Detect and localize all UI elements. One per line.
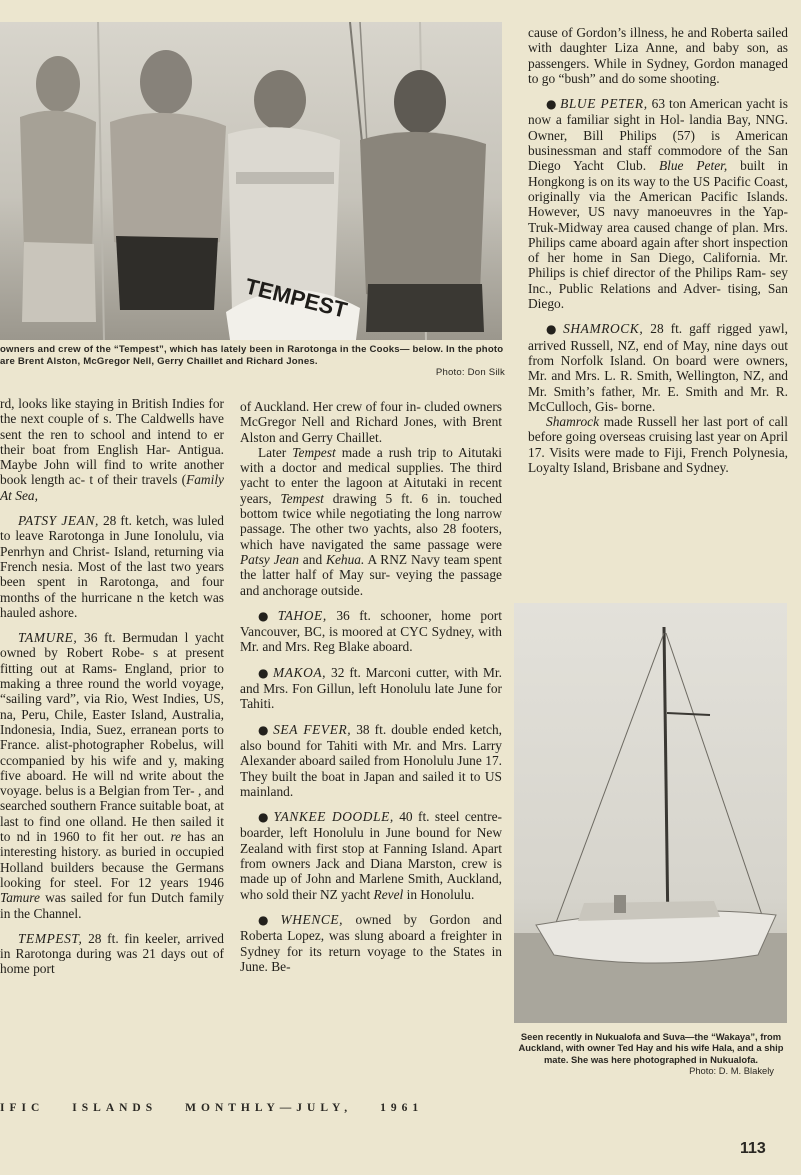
column-3: [528, 25, 788, 585]
entry-makoa: ● MAKOA, 32 ft. Marconi cutter, with Mr. and Mrs. Fon Gillun, left Honolulu late June for Tahiti.: [240, 664, 502, 712]
footer-part: 1961: [380, 1102, 424, 1114]
bullet-icon: ●: [258, 912, 278, 927]
entry-shamrock: ● SHAMROCK, 28 ft. gaff rigged yawl, arrived Russell, NZ, end of May, nine days out from Norfolk Island. On board were owners, Mr. and Mrs. L. R. Smith, Wellington, NZ, and Mr. Smith’s father, Mr. E. Smith and Mr. R. McCulloch, Gis- borne.: [528, 321, 788, 414]
yacht-photo: [514, 603, 787, 1023]
bullet-icon: ●: [258, 810, 271, 825]
paragraph: cause of Gordon’s illness, he and Roberta sailed with daughter Liza Anne, and baby son, as passengers. While in Sydney, Gordon managed to go “bush” and do some shooting.: [528, 25, 788, 86]
entry-patsy-jean: PATSY JEAN, 28 ft. ketch, was luled to leave Rarotonga in June Ionolulu, via Penrhyn and Christ- Island, returning via French nesia. Most of the last two years been spent in Rarotonga, and four months of the hurricane n the ketch was hauled ashore.: [0, 513, 224, 620]
bullet-icon: ●: [258, 665, 271, 680]
entry-tamure: TAMURE, 36 ft. Bermudan l yacht owned by Robert Robe- s at present fitting out at Rams- England, prior to making a three round the world voyage, “sailing vard”, via Rio, West Indies, US, na, Peru, Chile, Easter Island, Australia, Indonesia, India, Suez, erranean ports to France. alist-photographer Robelus, will ccompanied by his wife and y, making five aboard. He will nd write about the voyage. belus is a Belgian from Ter- , and searched southern France suitable boat, at last to find one olland. He then sailed it to nd in 1960 to fit her out. re has an interesting history. as buried in occupied Holland builders because the Germans looking for steel. For 12 years 1946 Tamure was sailed for fun Dutch family in the Channel.: [0, 630, 224, 921]
photo-credit: Photo: D. M. Blakely: [689, 1064, 774, 1076]
paragraph: Later Tempest made a rush trip to Aitutaki with a doctor and medical supplies. The third yacht to enter the lagoon at Aitutaki in recent years, Tempest drawing 5 ft. 6 in. touched bottom twice while negotiating the long narrow passage. The other two yachts, also 28 footers, which have navigated the same passage were Patsy Jean and Kehua. A RNZ Navy team spent the latter half of May sur- veying the passage and anchorage outside.: [240, 444, 502, 598]
entry-tempest: TEMPEST, 28 ft. fin keeler, arrived in Rarotonga during was 21 days out of home port: [0, 930, 224, 977]
entry-yankee-doodle: ● YANKEE DOODLE, 40 ft. steel centre-boarder, left Honolulu in June bound for New Zealand with first stop at Fanning Island. Apart from owners Jack and Diana Marston, crew is made up of John and Marlene Smith, Auckland, who sold their NZ yacht Revel in Honolulu.: [240, 809, 502, 902]
paragraph: rd, looks like staying in British Indies for the next couple of s. The Caldwells have sent the ren to school and intend to er their boat from English Har- Antigua. Maybe John will find to write another book length ac- t of their travels (Family At Sea,: [0, 396, 224, 503]
page-number: 113: [740, 1140, 766, 1157]
photo-credit: Photo: Don Silk: [435, 367, 505, 378]
paragraph: Shamrock made Russell her last port of call before going overseas cruising last year on April 17. Visits were made to Fiji, French Polynesia, Loyalty Island, Brisbane and Sydney.: [528, 414, 788, 476]
entry-whence: ● WHENCE, owned by Gordon and Roberta Lopez, was slung aboard a freighter in Sydney for its return voyage to the States in June. Be-: [240, 911, 502, 974]
entry-blue-peter: ● BLUE PETER, 63 ton American yacht is now a familiar sight in Hol- landia Bay, NNG. Owner, Bill Philips (57) is American businessman and staff commodore of the San Diego Yacht Club. Blue Peter, built in Hongkong is on its way to the US Pacific Coast, originally via the American Pacific Islands. However, US navy manoeuvres in the Yap- Truk-Midway area caused change of plan. Mrs. Philips came aboard again after short inspection of her home in San Diego, California. Mr. Philips is chief director of the Philips Ram- sey Inc., Public Relations and Adver- tising, San Diego.: [528, 96, 788, 312]
entry-sea-fever: ● SEA FEVER, 38 ft. double ended ketch, also bound for Tahiti with Mr. and Mrs. Larry Alexander aboard sailed from Honolulu June 17. They built the boat in Japan and sailed it to US mainland.: [240, 721, 502, 799]
banner-text: TEMPEST: [242, 273, 350, 323]
yacht-photo-caption: [512, 1031, 790, 1076]
paragraph: of Auckland. Her crew of four in- cluded owners McGregor Nell and Richard Jones, with Brent Alston and Gerry Chaillet.: [240, 399, 502, 445]
bullet-icon: ●: [258, 608, 275, 623]
bullet-icon: ●: [546, 322, 561, 337]
footer-part: IFIC: [0, 1102, 45, 1114]
crew-photo: [0, 22, 502, 340]
yacht-photo-illustration: [514, 603, 787, 1023]
column-1: [0, 396, 224, 1068]
bullet-icon: ●: [258, 722, 271, 737]
bullet-icon: ●: [546, 97, 558, 112]
caption-text: owners and crew of the “Tempest”, which has lately been in Rarotonga in the Cooks— below. In the photo are Brent Alston, McGregor Nell, Gerry Chaillet and Richard Jones.: [0, 344, 504, 367]
footer-part: MONTHLY—JULY,: [185, 1102, 353, 1114]
crew-photo-illustration: [0, 22, 502, 340]
running-footer: [0, 1102, 470, 1114]
crew-photo-caption: [0, 344, 505, 379]
entry-tahoe: ● TAHOE, 36 ft. schooner, home port Vancouver, BC, is moored at CYC Sydney, with Mr. and Mrs. Reg Blake aboard.: [240, 607, 502, 655]
caption-text: Seen recently in Nukualofa and Suva—the “Wakaya”, from Auckland, with owner Ted Hay and his wife Hala, and a ship mate. She was here photographed in Nukualofa.: [518, 1031, 784, 1065]
footer-part: ISLANDS: [72, 1102, 158, 1114]
column-2: [240, 399, 502, 1089]
